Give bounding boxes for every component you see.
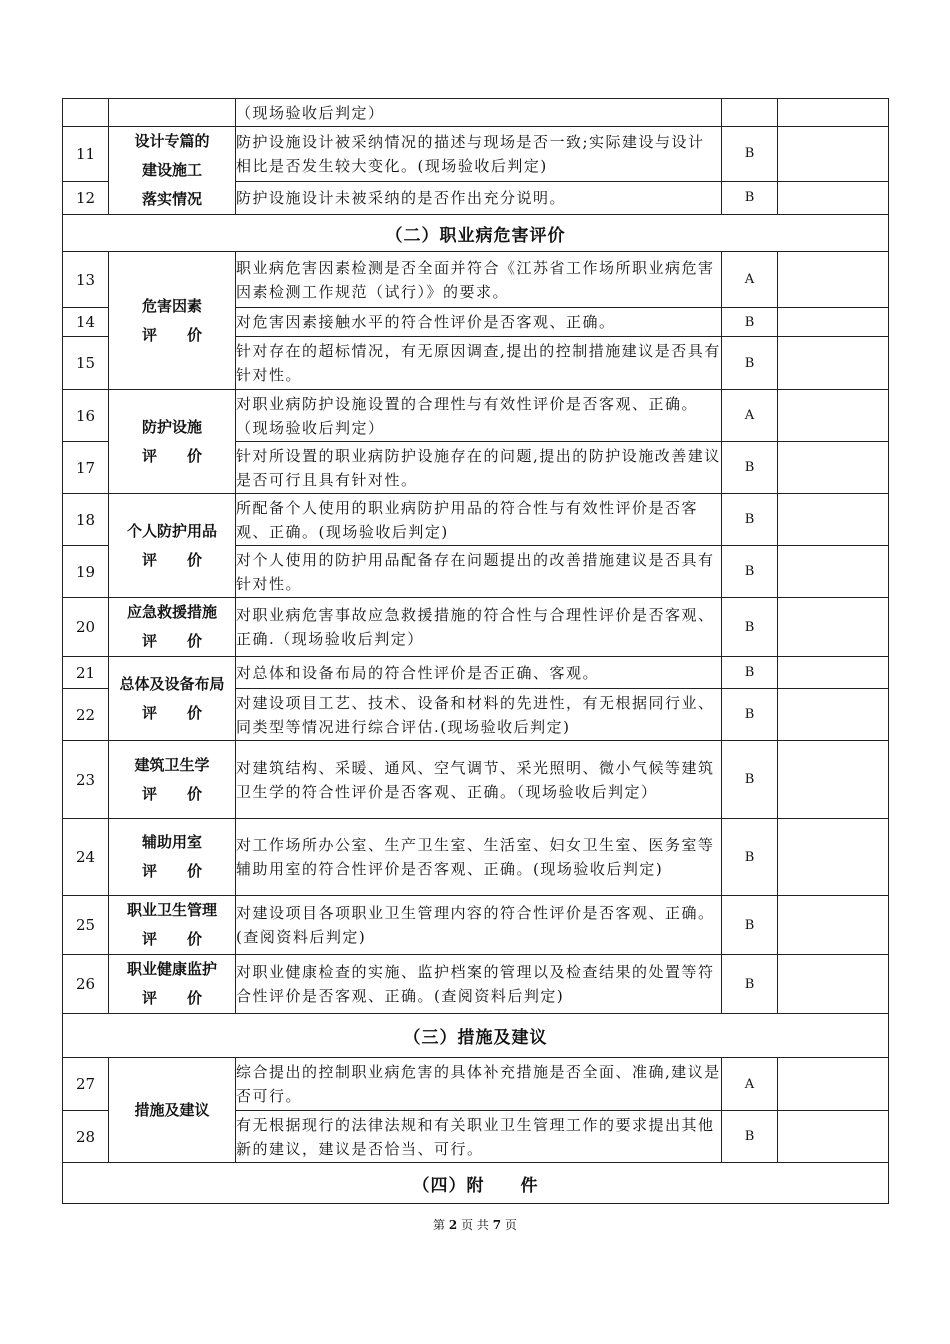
content-cell: 有无根据现行的法律法规和有关职业卫生管理工作的要求提出其他新的建议，建议是否恰当、可行。: [236, 1111, 722, 1163]
table-row: [63, 741, 889, 819]
table-row: [63, 390, 889, 442]
grade-cell: B: [722, 442, 778, 494]
page-footer: [0, 1216, 950, 1233]
item-group-line: 评 价: [141, 550, 202, 569]
row-number-cell: 17: [63, 442, 109, 494]
row-number-cell: 23: [63, 741, 109, 819]
table-row: [63, 598, 889, 657]
row-number-cell: 11: [63, 127, 109, 182]
grade-cell: B: [722, 308, 778, 337]
result-cell: [778, 741, 889, 819]
result-cell: [778, 252, 889, 308]
content-cell: 对工作场所办公室、生产卫生室、生活室、妇女卫生室、医务室等辅助用室的符合性评价是否客观、正确。(现场验收后判定): [236, 819, 722, 896]
row-number-cell: 15: [63, 337, 109, 390]
grade-cell: A: [722, 1058, 778, 1111]
item-group-line: 评 价: [141, 632, 202, 650]
content-cell: 对职业病危害事故应急救援措施的符合性与合理性评价是否客观、正确.（现场验收后判定）: [236, 598, 722, 657]
item-group-line: 评 价: [141, 325, 202, 344]
table-row: [63, 955, 889, 1014]
result-cell: [778, 896, 889, 955]
result-cell: [778, 390, 889, 442]
result-cell: [778, 657, 889, 689]
row-number-cell: 18: [63, 494, 109, 546]
grade-cell: B: [722, 127, 778, 182]
section-header-row: [63, 215, 889, 252]
item-group-line: 应急救援措施: [126, 603, 217, 621]
result-cell: [778, 689, 889, 741]
item-group-line: 职业健康监护: [126, 960, 217, 978]
grade-cell: B: [722, 689, 778, 741]
footer-page-number: 2: [448, 1218, 458, 1232]
section-header-row: [63, 1163, 889, 1204]
content-cell: （现场验收后判定）: [236, 99, 722, 127]
item-group-label: [109, 741, 236, 819]
result-cell: [778, 1058, 889, 1111]
item-group-label: [109, 896, 236, 955]
grade-cell: A: [722, 252, 778, 308]
table-row: [63, 896, 889, 955]
table-row: [63, 252, 889, 308]
content-cell: 所配备个人使用的职业病防护用品的符合性与有效性评价是否客观、正确。(现场验收后判定): [236, 494, 722, 546]
item-group-line: 辅助用室: [141, 833, 202, 851]
result-cell: [778, 127, 889, 182]
item-group-line: 评 价: [141, 784, 202, 803]
content-cell: 对建设项目各项职业卫生管理内容的符合性评价是否客观、正确。(查阅资料后判定): [236, 896, 722, 955]
grade-cell: B: [722, 546, 778, 598]
table-row: [63, 99, 889, 127]
item-group-label: [109, 598, 236, 657]
content-cell: 对总体和设备布局的符合性评价是否正确、客观。: [236, 657, 722, 689]
item-group-label: [109, 819, 236, 896]
item-group-line: 措施及建议: [134, 1100, 210, 1119]
row-number-cell: 16: [63, 390, 109, 442]
table-row: [63, 127, 889, 182]
item-group-label: [109, 494, 236, 598]
grade-cell: B: [722, 1111, 778, 1163]
content-cell: 对建设项目工艺、技术、设备和材料的先进性，有无根据同行业、同类型等情况进行综合评估.(现场验收后判定): [236, 689, 722, 741]
item-group-line: 危害因素: [141, 296, 202, 315]
result-cell: [778, 1111, 889, 1163]
item-group-line: 评 价: [141, 446, 202, 465]
item-group-label: [109, 390, 236, 494]
item-group-line: 建设施工: [141, 161, 202, 179]
footer-suffix: 页: [504, 1218, 517, 1232]
review-table: [62, 98, 889, 1204]
grade-cell: B: [722, 896, 778, 955]
grade-cell: [722, 99, 778, 127]
item-group-label: [109, 657, 236, 741]
content-cell: 对个人使用的防护用品配备存在问题提出的改善措施建议是否具有针对性。: [236, 546, 722, 598]
content-cell: 针对所设置的职业病防护设施存在的问题,提出的防护设施改善建议是否可行且具有针对性。: [236, 442, 722, 494]
row-number-cell: 25: [63, 896, 109, 955]
item-group-line: 职业卫生管理: [126, 901, 217, 919]
item-group-line: 评 价: [141, 703, 202, 722]
section-title: （三）措施及建议: [63, 1014, 889, 1058]
footer-mid: 页 共: [461, 1218, 489, 1232]
item-group-design-label: [109, 127, 236, 215]
item-group-line: 总体及设备布局: [119, 674, 225, 693]
row-number-cell: 27: [63, 1058, 109, 1111]
grade-cell: B: [722, 337, 778, 390]
table-row: [63, 657, 889, 689]
grade-cell: A: [722, 390, 778, 442]
result-cell: [778, 819, 889, 896]
table-row: [63, 494, 889, 546]
item-cell: [109, 99, 236, 127]
grade-cell: B: [722, 955, 778, 1014]
result-cell: [778, 337, 889, 390]
result-cell: [778, 546, 889, 598]
item-group-line: 评 价: [141, 930, 202, 948]
section-header-row: [63, 1014, 889, 1058]
row-number-cell: 13: [63, 252, 109, 308]
grade-cell: B: [722, 181, 778, 214]
grade-cell: B: [722, 819, 778, 896]
section-title: （二）职业病危害评价: [63, 215, 889, 252]
row-number-cell: 22: [63, 689, 109, 741]
item-group-line: 评 价: [141, 989, 202, 1007]
result-cell: [778, 99, 889, 127]
result-cell: [778, 181, 889, 214]
row-number-cell: [63, 99, 109, 127]
row-number-cell: 20: [63, 598, 109, 657]
content-cell: 针对存在的超标情况，有无原因调查,提出的控制措施建议是否具有针对性。: [236, 337, 722, 390]
table-row: [63, 819, 889, 896]
content-cell: 防护设施设计被采纳情况的描述与现场是否一致;实际建设与设计相比是否发生较大变化。(现场验收后判定): [236, 127, 722, 182]
result-cell: [778, 598, 889, 657]
result-cell: [778, 442, 889, 494]
grade-cell: B: [722, 657, 778, 689]
item-group-line: 落实情况: [141, 190, 202, 208]
content-cell: 综合提出的控制职业病危害的具体补充措施是否全面、准确,建议是否可行。: [236, 1058, 722, 1111]
row-number-cell: 26: [63, 955, 109, 1014]
section-title: （四）附 件: [63, 1163, 889, 1204]
item-group-label: [109, 1058, 236, 1163]
grade-cell: B: [722, 598, 778, 657]
item-group-line: 防护设施: [141, 417, 202, 436]
footer-total-pages: 7: [492, 1218, 502, 1232]
row-number-cell: 12: [63, 181, 109, 214]
row-number-cell: 28: [63, 1111, 109, 1163]
item-group-line: 建筑卫生学: [134, 755, 210, 774]
content-cell: 防护设施设计未被采纳的是否作出充分说明。: [236, 181, 722, 214]
content-cell: 对建筑结构、采暖、通风、空气调节、采光照明、微小气候等建筑卫生学的符合性评价是否客观、正确。（现场验收后判定）: [236, 741, 722, 819]
row-number-cell: 21: [63, 657, 109, 689]
row-number-cell: 19: [63, 546, 109, 598]
content-cell: 对职业病防护设施设置的合理性与有效性评价是否客观、正确。（现场验收后判定）: [236, 390, 722, 442]
content-cell: 对职业健康检查的实施、监护档案的管理以及检查结果的处置等符合性评价是否客观、正确。(查阅资料后判定): [236, 955, 722, 1014]
table-row: [63, 1058, 889, 1111]
grade-cell: B: [722, 494, 778, 546]
row-number-cell: 24: [63, 819, 109, 896]
item-group-line: 设计专篇的: [134, 132, 210, 150]
item-group-label: [109, 252, 236, 390]
item-group-line: 评 价: [141, 862, 202, 880]
row-number-cell: 14: [63, 308, 109, 337]
content-cell: 对危害因素接触水平的符合性评价是否客观、正确。: [236, 308, 722, 337]
result-cell: [778, 955, 889, 1014]
grade-cell: B: [722, 741, 778, 819]
result-cell: [778, 308, 889, 337]
item-group-line: 个人防护用品: [126, 521, 217, 540]
footer-prefix: 第: [433, 1218, 446, 1232]
result-cell: [778, 494, 889, 546]
item-group-label: [109, 955, 236, 1014]
content-cell: 职业病危害因素检测是否全面并符合《江苏省工作场所职业病危害因素检测工作规范（试行）》的要求。: [236, 252, 722, 308]
